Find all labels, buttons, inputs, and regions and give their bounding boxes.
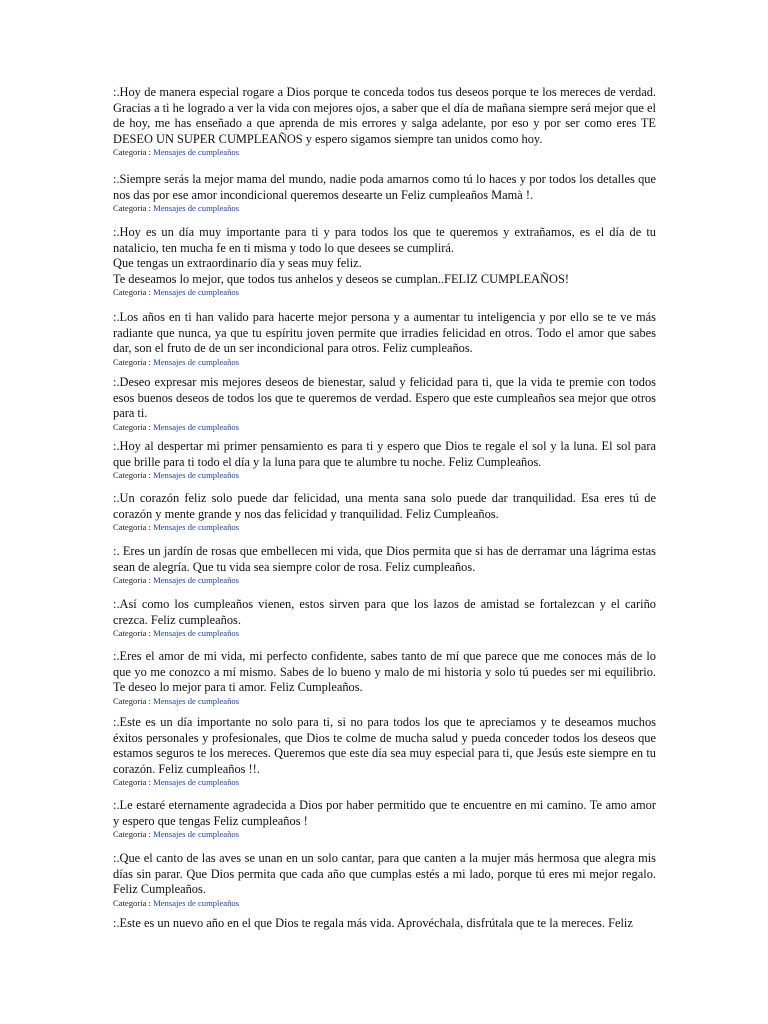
- category-label: Categoria :: [113, 829, 154, 840]
- message-text: :.Hoy es un día muy importante para ti y para todos los que te queremos y extrañamos, es el día de tu natalicio, ten mucha fe en ti misma y todo lo que desees se cumplirá. Que tengas un extraordinario día y seas muy feliz. Te deseamos lo mejor, que todos tus anhelos y deseos se cumplan..FELIZ CUMPLEAÑOS!: [113, 225, 656, 286]
- message-entry: [113, 649, 656, 707]
- message-entry: [113, 597, 656, 639]
- category-link[interactable]: Mensajes de cumpleaños: [153, 356, 240, 367]
- category-line: [113, 777, 656, 788]
- category-link[interactable]: Mensajes de cumpleaños: [153, 628, 240, 639]
- category-line: [113, 898, 656, 909]
- message-entry: [113, 798, 656, 840]
- category-label: Categoria :: [113, 575, 154, 586]
- message-entry: [113, 85, 656, 158]
- category-line: [113, 357, 656, 368]
- category-line: [113, 287, 656, 298]
- category-line: [113, 829, 656, 840]
- category-label: Categoria :: [113, 628, 154, 639]
- message-text: :.Le estaré eternamente agradecida a Dios por haber permitido que te encuentre en mi camino. Te amo amor y espero que tengas Feliz cumpleaños !: [113, 798, 656, 828]
- message-entry: [113, 225, 656, 298]
- category-label: Categoria :: [113, 897, 154, 908]
- message-text: :.Así como los cumpleaños vienen, estos sirven para que los lazos de amistad se fortalezcan y el cariño crezca. Feliz cumpleaños.: [113, 597, 656, 627]
- message-text: :.Siempre serás la mejor mama del mundo, nadie poda amarnos como tú lo haces y por todos los detalles que nos das por ese amor incondicional queremos desearte un Feliz cumpleaños Mamà !.: [113, 172, 656, 202]
- category-line: [113, 696, 656, 707]
- message-entry: [113, 851, 656, 909]
- message-entry: [113, 375, 656, 433]
- message-text: :.Los años en ti han valido para hacerte mejor persona y a aumentar tu inteligencia y por ello se te ve más radiante que nunca, ya que tu espíritu joven permite que irradies felicidad en otros. Todo el amor que sabes dar, son el fruto de de un ser incondicional para otros. Feliz cumpleaños.: [113, 310, 656, 356]
- message-text: :.Un corazón feliz solo puede dar felicidad, una menta sana solo puede dar tranquilidad. Esa eres tú de corazón y mente grande y nos das felicidad y tranquilidad. Feliz Cumpleaños.: [113, 491, 656, 521]
- message-text: :.Hoy de manera especial rogare a Dios porque te conceda todos tus deseos porque te los mereces de verdad. Gracias a ti he logrado a ver la vida con mejores ojos, a saber que el día de mañana siempre será mejor que el de hoy, me has enseñado a que aprenda de mis errores y salga adelante, por eso y por ser como eres TE DESEO UN SUPER CUMPLEAÑOS y espero sigamos siempre tan unidos como hoy.: [113, 85, 656, 146]
- category-link[interactable]: Mensajes de cumpleaños: [153, 287, 240, 298]
- category-line: [113, 147, 656, 158]
- category-line: [113, 628, 656, 639]
- message-entry: [113, 491, 656, 533]
- category-label: Categoria :: [113, 695, 154, 706]
- message-text: :. Eres un jardín de rosas que embellecen mi vida, que Dios permita que si has de derramar una lágrima estas sean de alegría. Que tu vida sea siempre color de rosa. Feliz cumpleaños.: [113, 544, 656, 574]
- category-label: Categoria :: [113, 522, 154, 533]
- category-label: Categoria :: [113, 356, 154, 367]
- category-link[interactable]: Mensajes de cumpleaños: [153, 470, 240, 481]
- message-text: :.Este es un día importante no solo para ti, si no para todos los que te apreciamos y te deseamos muchos éxitos personales y profesionales, que Dios te colme de mucha salud y pueda conceder todos los deseos que estamos seguros te los mereces. Queremos que este día sea muy especial para ti, que Jesús este siempre en tu corazón. Feliz cumpleaños !!.: [113, 715, 656, 776]
- message-entry: [113, 544, 656, 586]
- message-text: :.Eres el amor de mi vida, mi perfecto confidente, sabes tanto de mí que parece que me conoces más de lo que yo me conozco a mí mismo. Sabes de lo bueno y malo de mi historia y solo tú puedes ser mi equilibrio. Te deseo lo mejor para ti amor. Feliz Cumpleaños.: [113, 649, 656, 695]
- message-entry: [113, 310, 656, 368]
- message-text: :.Deseo expresar mis mejores deseos de bienestar, salud y felicidad para ti, que la vida te premie con todos esos buenos deseos de todos los que te queremos de verdad. Espero que este cumpleaños sea mejor que otros para ti.: [113, 375, 656, 421]
- category-label: Categoria :: [113, 421, 154, 432]
- category-link[interactable]: Mensajes de cumpleaños: [153, 897, 240, 908]
- category-line: [113, 522, 656, 533]
- category-link[interactable]: Mensajes de cumpleaños: [153, 829, 240, 840]
- category-line: [113, 575, 656, 586]
- category-link[interactable]: Mensajes de cumpleaños: [153, 777, 240, 788]
- category-link[interactable]: Mensajes de cumpleaños: [153, 203, 240, 214]
- category-link[interactable]: Mensajes de cumpleaños: [153, 575, 240, 586]
- category-label: Categoria :: [113, 203, 154, 214]
- category-link[interactable]: Mensajes de cumpleaños: [153, 421, 240, 432]
- category-label: Categoria :: [113, 777, 154, 788]
- message-text: :.Este es un nuevo año en el que Dios te regala más vida. Aprovéchala, disfrútala que te la mereces. Feliz: [113, 916, 633, 930]
- category-link[interactable]: Mensajes de cumpleaños: [153, 522, 240, 533]
- category-line: [113, 470, 656, 481]
- message-text: :.Que el canto de las aves se unan en un solo cantar, para que canten a la mujer más hermosa que alegra mis días sin parar. Que Dios permita que cada año que cumplas estés a mi lado, porque tú eres mi mejor regalo. Feliz Cumpleaños.: [113, 851, 656, 897]
- message-text: :.Hoy al despertar mi primer pensamiento es para ti y espero que Dios te regale el sol y la luna. El sol para que brille para ti todo el día y la luna para que te alumbre tu noche. Feliz Cumpleaños.: [113, 439, 656, 469]
- message-entry: [113, 439, 656, 481]
- category-link[interactable]: Mensajes de cumpleaños: [153, 695, 240, 706]
- category-line: [113, 203, 656, 214]
- category-link[interactable]: Mensajes de cumpleaños: [153, 147, 240, 158]
- message-entry: [113, 916, 656, 932]
- category-line: [113, 422, 656, 433]
- category-label: Categoria :: [113, 147, 154, 158]
- category-label: Categoria :: [113, 470, 154, 481]
- message-entry: [113, 172, 656, 214]
- category-label: Categoria :: [113, 287, 154, 298]
- message-entry: [113, 715, 656, 788]
